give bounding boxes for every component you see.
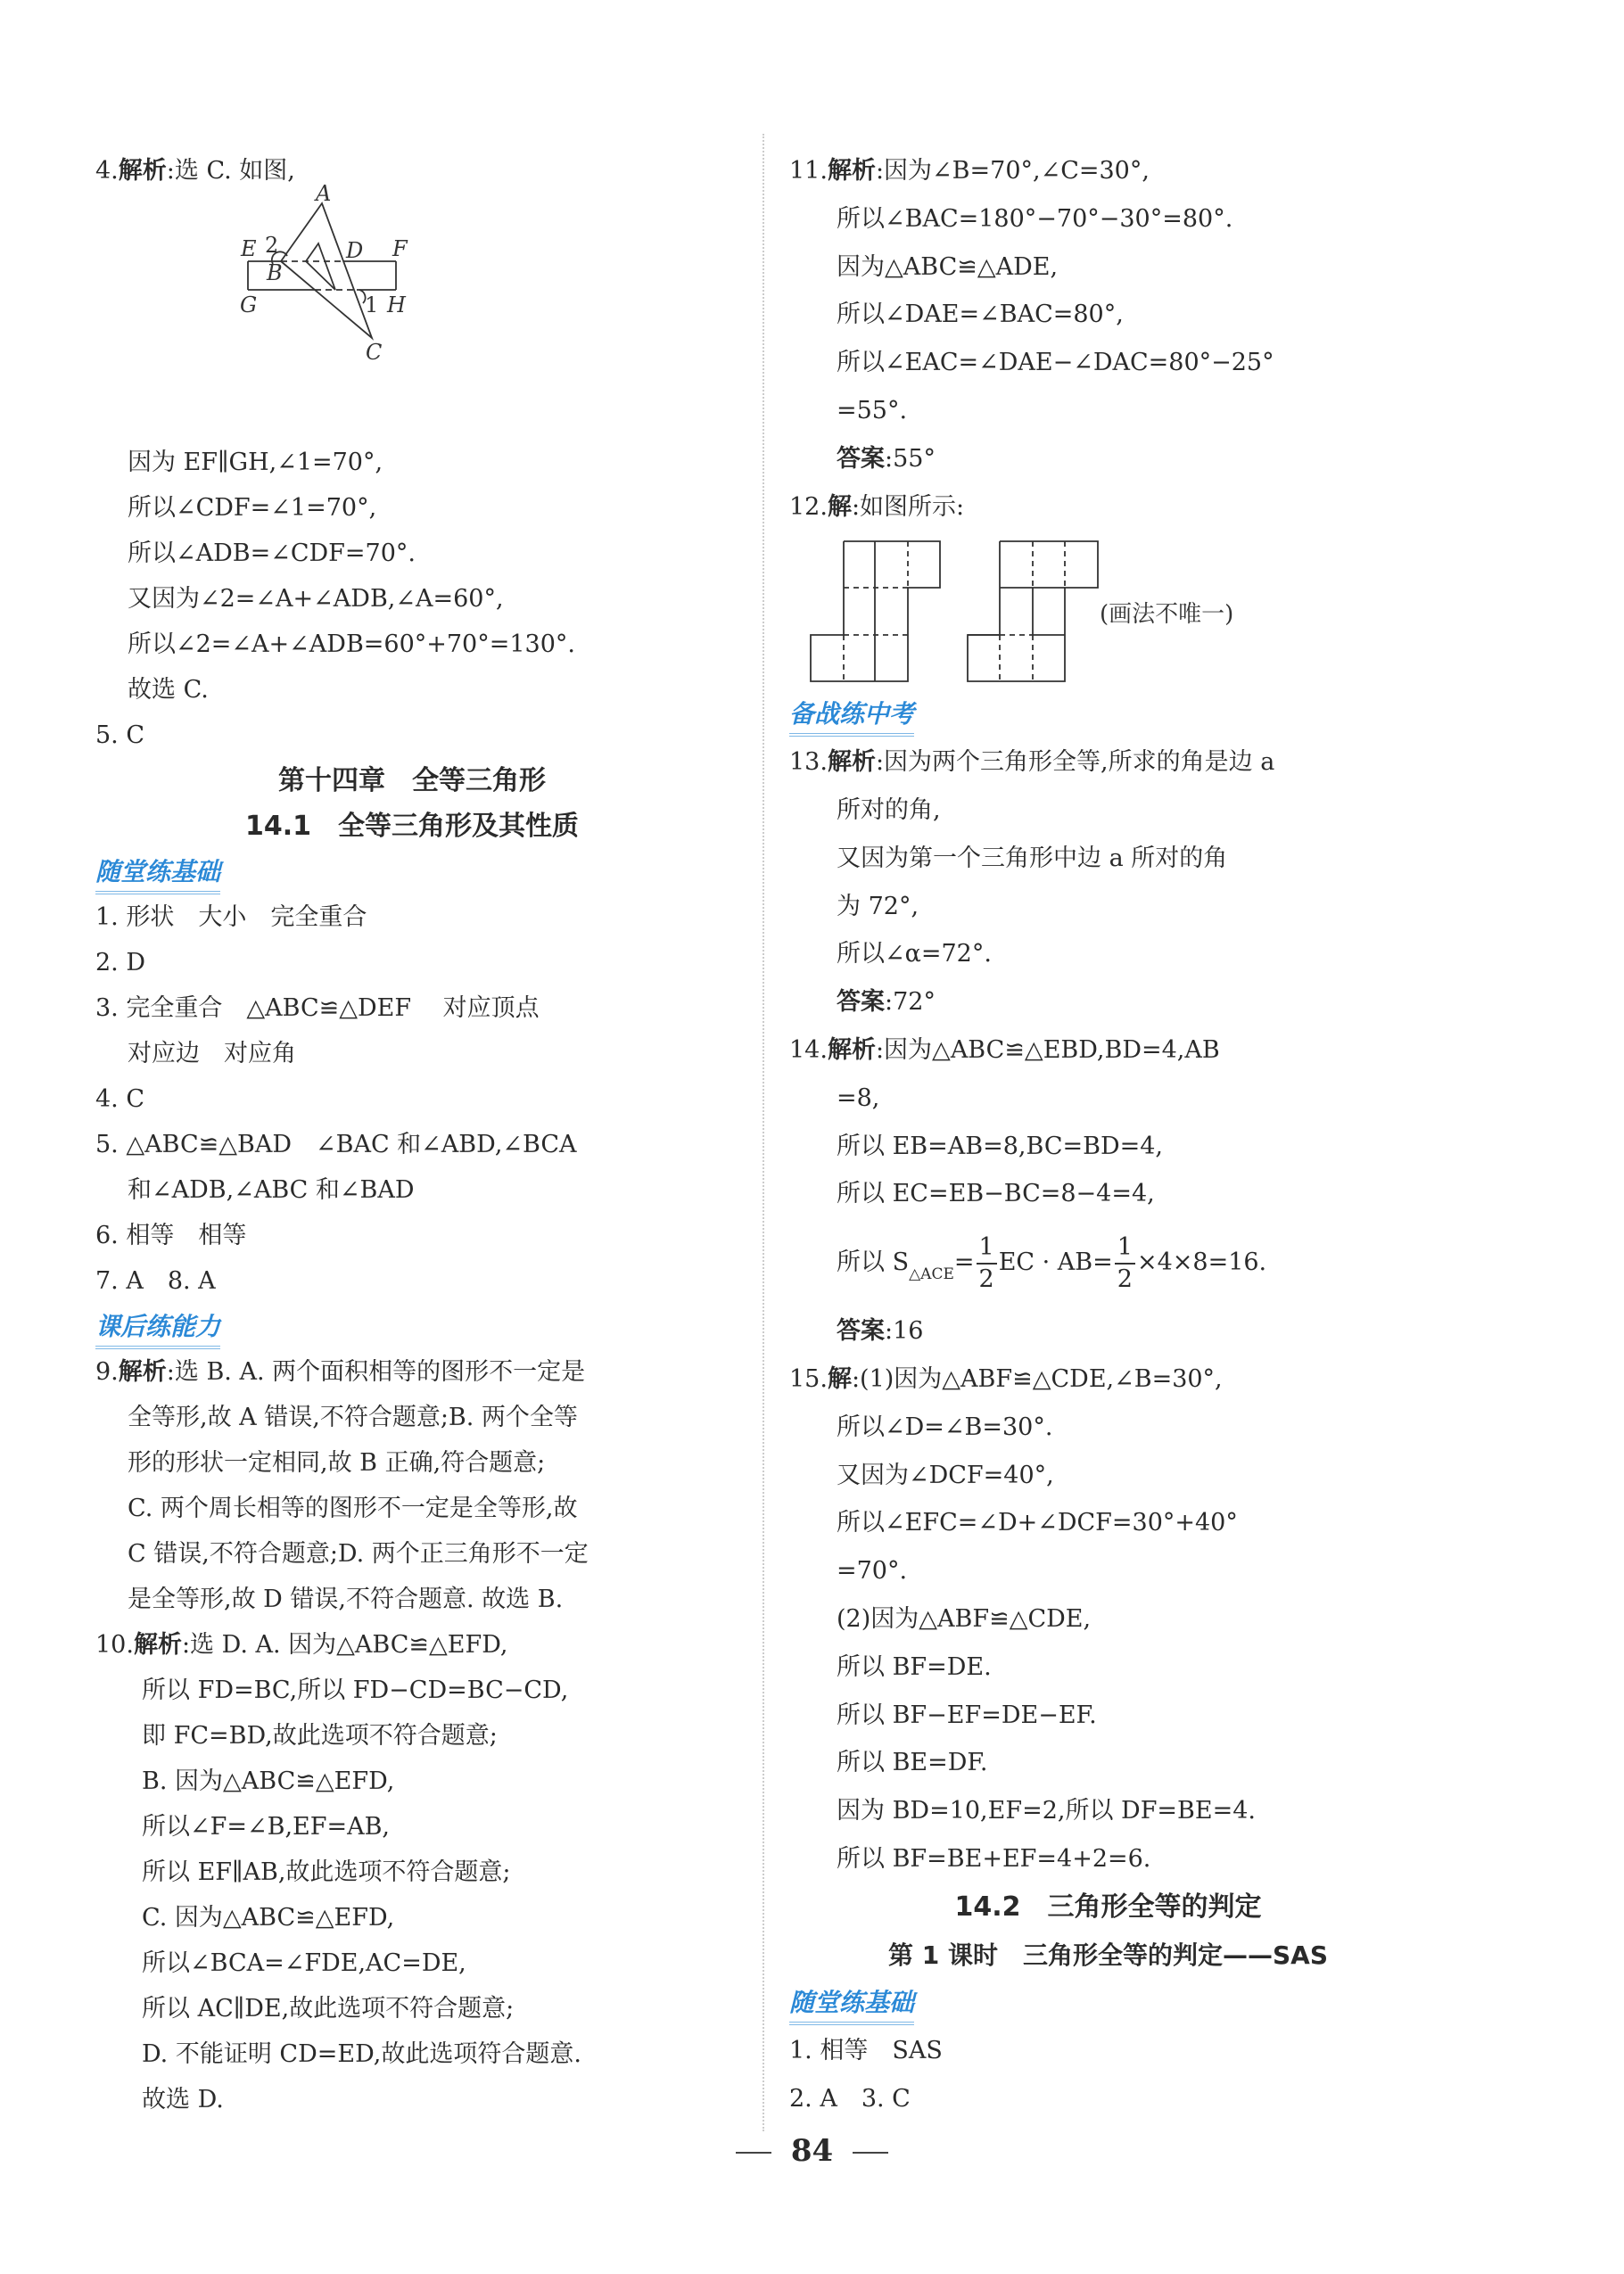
- answer-text: 又因为∠DCF=40°,: [837, 1461, 1054, 1489]
- answer-line: [95, 1349, 729, 1395]
- answer-text: 2. D: [95, 949, 145, 976]
- answer-text: 对应边 对应角: [128, 1040, 296, 1067]
- practice-section-title: [789, 1979, 1427, 2027]
- answer-line: [95, 1531, 729, 1577]
- answer-line: [789, 738, 1427, 787]
- answer-line: [789, 1218, 1427, 1307]
- answer-text: :选 D. A. 因为△ABC≌△EFD,: [181, 1631, 508, 1659]
- answer-text: :(1)因为△ABF≌△CDE,∠B=30°,: [851, 1364, 1223, 1393]
- answer-text: 和∠ADB,∠ABC 和∠BAD: [128, 1176, 415, 1204]
- answer-line: [95, 1213, 729, 1258]
- answer-line: [789, 1307, 1427, 1355]
- answer-text: B. 因为△ABC≌△EFD,: [142, 1767, 395, 1795]
- answer-text: (2)因为△ABF≌△CDE,: [837, 1604, 1092, 1633]
- page-footer: [0, 2133, 1624, 2169]
- answer-line: [95, 985, 729, 1031]
- answer-line: [789, 1170, 1427, 1218]
- answer-line: [95, 1895, 729, 1940]
- question-number: 14.: [789, 1035, 828, 1064]
- answer-text: :因为∠B=70°,∠C=30°,: [875, 157, 1150, 185]
- answer-text: 3. 完全重合 △ABC≌△DEF 对应顶点: [95, 994, 540, 1022]
- answer-line: [789, 2075, 1427, 2123]
- answer-line: [95, 1122, 729, 1167]
- answer-text: :如图所示:: [851, 492, 965, 521]
- figure-label: F: [392, 236, 408, 261]
- answer-text: :16: [885, 1317, 924, 1346]
- answer-text: 又因为第一个三角形中边 a 所对的角: [837, 844, 1228, 872]
- answer-line: [789, 1452, 1427, 1500]
- answer-line: [95, 1804, 729, 1850]
- numerator: 1: [1115, 1232, 1135, 1265]
- answer-line: [789, 930, 1427, 978]
- answer-line: [789, 1739, 1427, 1787]
- text: EC · AB=: [998, 1248, 1113, 1277]
- answer-text: 所以∠EAC=∠DAE−∠DAC=80°−25°: [837, 349, 1274, 377]
- answer-line: [789, 1644, 1427, 1692]
- answer-text: 是全等形,故 D 错误,不符合题意. 故选 B.: [128, 1586, 564, 1613]
- question-number: 13.: [789, 748, 828, 777]
- text: ×4×8=16.: [1136, 1248, 1267, 1277]
- answer-text: 所以∠CDF=∠1=70°,: [128, 494, 377, 522]
- denominator: 2: [978, 1265, 994, 1293]
- figure-label: 2: [265, 233, 279, 258]
- section-heading: 14.1 全等三角形及其性质: [244, 811, 580, 842]
- answer-text: 5. C: [95, 721, 145, 749]
- answer-text: =70°.: [837, 1557, 908, 1586]
- text: 所以 S: [837, 1248, 910, 1277]
- answer-text: 所以∠DAE=∠BAC=80°,: [837, 301, 1124, 329]
- answer-line: [789, 2027, 1427, 2075]
- answer-line: [95, 1850, 729, 1895]
- answer-text: 故选 C.: [128, 676, 209, 704]
- figure-label: C: [366, 340, 383, 365]
- answer-text: C. 因为△ABC≌△EFD,: [142, 1904, 395, 1932]
- answer-text: 5. △ABC≌△BAD ∠BAC 和∠ABD,∠BCA: [95, 1131, 577, 1158]
- answer-line: [95, 1486, 729, 1531]
- answer-text: 所以∠BCA=∠FDE,AC=DE,: [142, 1949, 466, 1977]
- practice-section-label: 随堂练基础: [789, 1985, 914, 2025]
- answer-line: [95, 1577, 729, 1622]
- answer-line: [95, 1076, 729, 1122]
- answer-label: 解析: [133, 1631, 182, 1659]
- answer-line: [789, 1547, 1427, 1595]
- answer-label: 解析: [118, 157, 167, 185]
- answer-text: 所以∠2=∠A+∠ADB=60°+70°=130°.: [128, 630, 575, 658]
- answer-line: [789, 1499, 1427, 1547]
- answer-line: [95, 2077, 729, 2122]
- answer-text: :72°: [885, 988, 936, 1017]
- answer-text: C 错误,不符合题意;D. 两个正三角形不一定: [128, 1540, 589, 1568]
- answer-text: 因为 BD=10,EF=2,所以 DF=BE=4.: [837, 1797, 1256, 1825]
- answer-text: 即 FC=BD,故此选项不符合题意;: [142, 1722, 498, 1750]
- practice-section-label: 课后练能力: [95, 1309, 220, 1349]
- answer-line: [789, 1355, 1427, 1404]
- answer-line: [95, 1759, 729, 1804]
- answer-text: 7. A 8. A: [95, 1267, 216, 1295]
- question-number: 12.: [789, 492, 828, 521]
- answer-text: 所以 BF=DE.: [837, 1652, 992, 1681]
- figure-note: (画法不唯一): [1100, 601, 1234, 628]
- practice-section-label: 备战练中考: [789, 696, 914, 737]
- answer-text: 所以 EF∥AB,故此选项不符合题意;: [142, 1858, 511, 1886]
- answer-text: 1. 形状 大小 完全重合: [95, 903, 367, 931]
- answer-line: [95, 1986, 729, 2031]
- answer-label: 解: [827, 492, 852, 521]
- answer-line: [789, 883, 1427, 931]
- question-number: 4.: [95, 157, 119, 185]
- question-number: 10.: [95, 1631, 134, 1659]
- answer-text: :选 B. A. 两个面积相等的图形不一定是: [166, 1358, 586, 1386]
- answer-label: 解: [827, 1364, 852, 1393]
- answer-line: [789, 1404, 1427, 1452]
- page-number: 84: [790, 2133, 834, 2169]
- lesson-heading: 第 1 课时 三角形全等的判定——SAS: [888, 1940, 1328, 1970]
- answer-line: [95, 1668, 729, 1713]
- answer-line: [789, 787, 1427, 835]
- answer-text: :选 C. 如图,: [166, 157, 295, 185]
- answer-line: [95, 1713, 729, 1759]
- answer-line: [95, 1395, 729, 1440]
- answer-line: [789, 1595, 1427, 1644]
- answer-line: [95, 1167, 729, 1213]
- answer-text: 所以∠F=∠B,EF=AB,: [142, 1813, 391, 1841]
- answer-label: 答案: [837, 444, 885, 473]
- answer-line: [95, 1622, 729, 1668]
- answer-line: [789, 978, 1427, 1026]
- answer-text: 因为 EF∥GH,∠1=70°,: [128, 449, 383, 476]
- answer-text: 所以 FD=BC,所以 FD−CD=BC−CD,: [142, 1677, 569, 1704]
- question-number: 9.: [95, 1358, 119, 1386]
- figure-label: E: [241, 236, 257, 261]
- figure-label: A: [316, 181, 332, 206]
- answer-text: 所以 BF−EF=DE−EF.: [837, 1701, 1097, 1729]
- answer-text: 2. A 3. C: [789, 2084, 911, 2113]
- answer-text: 所以∠D=∠B=30°.: [837, 1413, 1053, 1441]
- answer-text: 因为△ABC≌△ADE,: [837, 252, 1059, 281]
- answer-text: 所以∠α=72°.: [837, 940, 992, 968]
- answer-text: 所以 BE=DF.: [837, 1749, 988, 1777]
- answer-label: 解析: [827, 748, 876, 777]
- answer-text: 所以∠ADB=∠CDF=70°.: [128, 540, 416, 567]
- answer-line: [95, 1031, 729, 1076]
- subscript: △ACE: [909, 1265, 954, 1284]
- denominator: 2: [1117, 1265, 1133, 1293]
- answer-text: D. 不能证明 CD=ED,故此选项符合题意.: [142, 2040, 581, 2068]
- footer-dash: [736, 2152, 771, 2154]
- section-heading: 第十四章 全等三角形: [278, 765, 546, 796]
- answer-line: [789, 1692, 1427, 1740]
- text: =: [953, 1248, 975, 1277]
- fraction: [977, 1232, 997, 1295]
- section-heading: 14.2 三角形全等的判定: [954, 1891, 1262, 1923]
- answer-text: 所以 EB=AB=8,BC=BD=4,: [837, 1132, 1163, 1160]
- answer-text: 全等形,故 A 错误,不符合题意;B. 两个全等: [128, 1404, 578, 1431]
- numerator: 1: [977, 1232, 997, 1265]
- practice-section-title: [95, 1304, 729, 1349]
- answer-line: [95, 1258, 729, 1304]
- answer-text: 所以∠BAC=180°−70°−30°=80°.: [837, 204, 1233, 233]
- answer-line: [789, 1123, 1427, 1171]
- answer-text: =8,: [837, 1083, 880, 1112]
- figure-label: G: [240, 292, 258, 317]
- figure-label: B: [267, 260, 283, 285]
- answer-line: [789, 1787, 1427, 1835]
- practice-section-title: [95, 849, 729, 894]
- answer-text: 所对的角,: [837, 795, 941, 824]
- answer-label: 答案: [837, 1317, 885, 1346]
- practice-section-label: 随堂练基础: [95, 854, 220, 894]
- answer-text: C. 两个周长相等的图形不一定是全等形,故: [128, 1495, 578, 1522]
- footer-dash: [853, 2152, 888, 2154]
- answer-text: 1. 相等 SAS: [789, 2037, 943, 2065]
- answer-line: [789, 1026, 1427, 1075]
- answer-text: 4. C: [95, 1085, 145, 1113]
- answer-text: 所以 BF=BE+EF=4+2=6.: [837, 1844, 1151, 1873]
- answer-line: [95, 1440, 729, 1486]
- answer-text: :因为△ABC≌△EBD,BD=4,AB: [875, 1035, 1220, 1064]
- answer-text: 所以∠EFC=∠D+∠DCF=30°+40°: [837, 1509, 1238, 1537]
- answer-line: [95, 894, 729, 940]
- cube-net-figures-q12: [0, 0, 1624, 713]
- answer-text: 所以 AC∥DE,故此选项不符合题意;: [142, 1995, 515, 2023]
- question-number: 11.: [789, 157, 828, 185]
- answer-text: =55°.: [837, 396, 908, 424]
- figure-label: D: [346, 238, 364, 263]
- answer-line: [95, 713, 729, 758]
- answer-text: 6. 相等 相等: [95, 1222, 247, 1249]
- question-number: 15.: [789, 1364, 828, 1393]
- figure-label: 1: [365, 292, 379, 317]
- answer-line: [95, 2031, 729, 2077]
- answer-line: [95, 1940, 729, 1986]
- answer-line: [789, 1835, 1427, 1883]
- answer-text: 又因为∠2=∠A+∠ADB,∠A=60°,: [128, 585, 504, 613]
- answer-label: 解析: [118, 1358, 167, 1386]
- answer-text: 形的形状一定相同,故 B 正确,符合题意;: [128, 1449, 546, 1477]
- answer-line: [95, 940, 729, 985]
- answer-text: :因为两个三角形全等,所求的角是边 a: [875, 748, 1275, 777]
- figure-label: H: [387, 292, 406, 317]
- answer-line: [789, 835, 1427, 883]
- answer-text: 故选 D.: [142, 2086, 224, 2113]
- answer-label: 答案: [837, 988, 885, 1017]
- answer-label: 解析: [827, 1035, 876, 1064]
- answer-text: 所以 EC=EB−BC=8−4=4,: [837, 1180, 1155, 1208]
- fraction: [1115, 1232, 1135, 1295]
- answer-text: :55°: [885, 444, 936, 473]
- answer-line: [789, 1075, 1427, 1123]
- answer-label: 解析: [827, 157, 876, 185]
- answer-text: 为 72°,: [837, 892, 919, 920]
